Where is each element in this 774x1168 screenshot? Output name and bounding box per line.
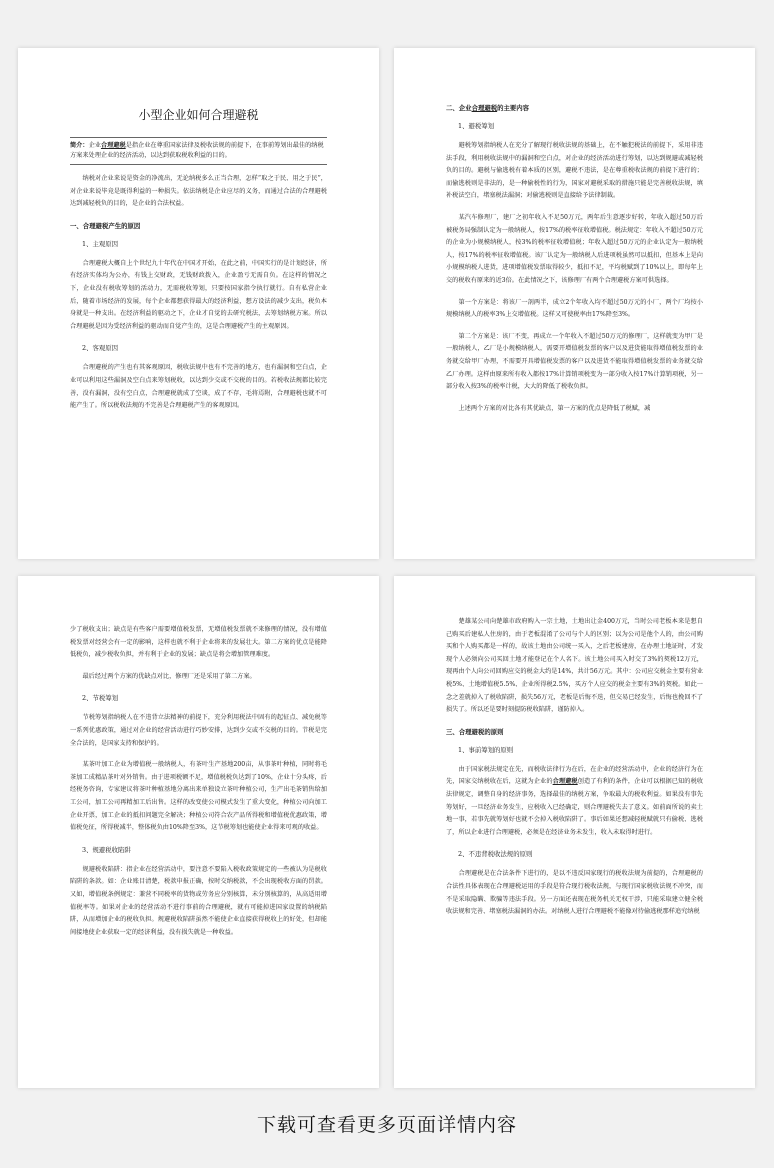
paragraph: 合理避税的产生也有其客观原因，税收法规中也有不完善的地方，也有漏洞和空白点，企业可以利用这些漏洞及空白点来筹划税收，以达到少交或不交税的目的。若税收法规都比较完善，没有漏洞，没有空白点，合理避税就成了空谈，成了不存，毛将焉附，合理避税也就不可能产生了。所以税收法规的不完善是合理避税产生的客观原因。 (70, 364, 327, 410)
abstract-keyword-link[interactable]: 合理避税 (100, 142, 126, 149)
abstract-text-post: 是指企业在尊重国家法律及税收法规的前提下，在事前筹划出最佳的纳税方案来处理企业的经济活动，以达到获取税收利益的目的。 (70, 142, 324, 159)
paragraph-text-post: 创造了有利的条件，企业可以根据已知的税收法律规定，调整自身的经济事务，选择最佳的纳税方案，争取最大的税收利益。如果没有事先筹划好，一旦经济业务发生，应税收入已经确定，则合理避税失去了意义。如前面所说的卖土地一事，若事先就筹划好也就不会掉入税收陷阱了。事后如果还想减轻税赋就只有偷税、逃税了，所以企业进行合理避税，必须是在经济业务未发生，收入未取得时进行。 (446, 778, 704, 836)
paragraph-text-pre: 由于国家税法规定在先，而税收法律行为在后，在企业的经营活动中，企业的经济行为在先，国家交纳税收在后，这就为企业的 (446, 765, 703, 786)
paragraph: 最后经过两个方案的优缺点对比，修理厂还是采用了第二方案。 (82, 672, 256, 680)
subsection-heading: 2、不违背税收法规的原则 (458, 850, 533, 859)
section-heading (446, 102, 703, 114)
abstract-text-pre: 企业 (88, 142, 101, 149)
paragraph: 上述两个方案的对比各有其优缺点，第一方案的优点是降低了税赋，减 (458, 404, 651, 412)
paragraph: 少了税收支出；缺点是有些客户需要增值税发票，无增值税发票就不来修理的情况，没有增值税发票对经营会有一定的影响，这样也就不利于企业将来的发展壮大。第二方案的优点是能降低税负，减少税收负担，并有利于企业的发展；缺点是将会增加管理难度。 (70, 626, 327, 659)
subsection-heading: 3、规避税收陷阱 (82, 845, 131, 854)
paragraph: 纳税对企业来说是资金的净流出，无论纳税多么正当合理，怎样“取之于民、用之于民”，对企业来说毕竟是既得利益的一种损失。依法纳税是企业应尽的义务，而通过合法的合理避税达到减轻税负的目的，是企业的合法权益。 (70, 175, 327, 208)
document-page-2 (394, 48, 755, 559)
subsection-heading: 2、节税筹划 (82, 694, 119, 703)
subsection-heading: 2、客观原因 (82, 344, 119, 353)
download-more-banner[interactable]: 下载可查看更多页面详情内容 (256, 1114, 517, 1136)
heading-text-post: 的主要内容 (497, 104, 530, 112)
paragraph: 某茶叶加工企业为增值税一般纳税人，有茶叶生产基地200亩，从事茶叶种植，同时将毛茶加工成精品茶叶对外销售。由于进项税额不足，增值税税负达到了10%，企业十分头疼，后经税务咨询，专家建议将茶叶种植基地分离出来单独设立茶叶种植公司，生产出毛茶销售给加工公司，加工公司再精加工后出售。这样的改变使公司模式发生了重大变化，种植公司向加工企业开票，加工企业的抵扣问题完全解决；种植公司符合农产品所得税和增值税优惠政策，增值税免征，所得税减半，整体税负由10%降至3%，这节税筹划也能使企业得来可观的收益。 (70, 761, 327, 832)
paragraph-keyword-link[interactable]: 合理避税 (552, 778, 578, 786)
document-title: 小型企业如何合理避税 (138, 108, 259, 122)
paragraph: 楚雄某公司向楚雄市政府购入一宗土地，土地出让金400万元，当时公司老板本来是想自己购买后建私人住房的，由于老板混淆了公司与个人的区别；以为公司是他个人的，由公司购买和个人购买都是一样的，故该土地由公司统一买入，之后老板建房，在办理土地证时，才发现个人必须向公司买回土地才能登记在个人名下。该土地公司买入时交了3%的契税12万元，现再由个人向公司回购应交的税金大约是14%，共计56万元。其中：公司应交税金主要有营业税5%、土地增值税5.5%、企业所得税2.5%，买方个人应交的税金主要有3%的契税。如此一念之差就掉入了税收陷阱，损失56万元，老板是后悔不迭，但交易已经发生，后悔也挽回不了损失了。所以还是要时刻提防税收陷阱，谨防掉入。 (446, 618, 703, 714)
heading-text-pre: 二、企业 (446, 104, 472, 112)
subsection-heading: 1、主观原因 (82, 239, 119, 248)
document-page-4 (394, 576, 755, 1088)
heading-keyword-link[interactable]: 合理避税 (471, 104, 498, 112)
paragraph: 某汽车修理厂，建厂之初年收入不足50万元，两年后生意逐步好转，年收入超过50万后被税务局强制认定为一般纳税人，按17%的税率征收增值税。税法规定：年收入不超过50万元的企业为小规模纳税人，按3%的税率征收增值税；年收入超过50万元的企业认定为一般纳税人，按17%的税率征收增值税。该厂认定为一般纳税人后进项税虽然可以抵扣，但基本上是向小规模纳税人进货，进项增值税发票取得较少，抵扣不足，平均税赋到了10%以上，即每年上交的税收有原来的近3倍。在此情况之下，该修理厂有两个合理避税方案可供选择。 (446, 213, 703, 284)
paragraph: 合理避税大概自上个世纪九十年代在中国才开始，在此之前，中国实行的是计划经济，所有经济实体均为公办，有钱上交财政，无钱财政拨入，企业盈亏无需自负。在这样的情况之下，企业没有税收筹划的活动力，无需税收筹划，只要按国家指令执行就行。自有私营企业后，随着市场经济的发展，每个企业都想获得最大的经济利益，想方设法的减少支出，税负本身就是一种支出。在经济利益的驱动之下，企业才自觉的去研究税法，去筹划纳税方案。所以合理避税是因为受经济利益的驱动而自觉产生的，这是合理避税产生的主观原因。 (70, 259, 327, 330)
document-page-3 (18, 576, 379, 1088)
paragraph: 避税筹划指纳税人在充分了解现行税收法规的基础上，在不触犯税法的前提下，采用非违法手段，利用税收法规中的漏洞和空白点，对企业的经济活动进行筹划，以达到规避或减轻税负的目的。避税与偷逃税有着本质的区别，避税不违法，是在尊重税收法规的前提下进行的；而偷逃税则是非法的，是一种偷税性的行为，国家对避税采取的措施只能是完善税收法规，填补税法空白，堵塞税法漏洞；对偷逃税则是直接给予法律制裁。 (446, 142, 703, 200)
section-heading: 三、合理避税的原则 (446, 727, 504, 736)
paragraph: 第一个方案是：将该厂一剖两半，成立2个年收入均不超过50万元的小厂，两个厂均按小规模纳税人的税率3%上交增值税。这样又可使税率由17%降至3%。 (446, 298, 703, 319)
subsection-heading: 1、避税筹划 (458, 122, 495, 130)
paragraph: 第二个方案是：该厂不变，再成立一个年收入不超过50万元的修理厂，这样就变为甲厂是一般纳税人，乙厂是小规模纳税人，需要开增值税发票的客户以及进货能取得增值税发票的业务就交给甲厂办理，不需要开具增值税发票的客户以及进货不能取得增值税发票的业务就交给乙厂办理。这样由原来所有收入都按17%计算销项税变为一部分收入按17%计算销项税，另一部分收入按3%的税率计税，大大的降低了税收负担。 (446, 332, 703, 391)
document-page-1 (18, 48, 379, 559)
abstract-label: 简介： (70, 142, 89, 149)
subsection-heading: 1、事前筹划的原则 (458, 745, 514, 754)
section-heading: 一、合理避税产生的原因 (70, 221, 141, 230)
paragraph (446, 764, 703, 840)
abstract (70, 137, 327, 165)
paragraph: 规避税收陷阱：指企业在经营活动中，要注意不要陷入税收政策规定的一些被认为是税收陷阱的条款。如：企业账目清楚，税款申报正确，按时交纳税款，不会出现税收方面的罚款。又如，增值税条例规定：兼营不同税率的货物或劳务应分别核算，未分别核算的，从高适用增值税率等。如果对企业的经营活动不进行事前的合理避税，就有可能掉进国家设置的纳税陷阱，从而增加企业的税收负担。规避税收陷阱虽然不能使企业直接获得税收上的好处，但却能间接地使企业获取一定的经济利益，没有损失就是一种收益。 (70, 865, 327, 936)
paragraph: 节税筹划指纳税人在不违背立法精神的前提下，充分利用税法中固有的起征点、减免税等一系列优惠政策，通过对企业的经营活动进行巧妙安排，达到少交或不交税的目的。节税是完全合法的，是国家支持和保护的。 (70, 714, 327, 747)
paragraph: 合理避税是在合法条件下进行的，是以不违反国家现行的税收法规为前提的，合理避税的合法性具体表现在合理避税运用的手段是符合现行税收法规，与现行国家税收法规不冲突，而不是采取隐瞒、欺骗等违法手段。另一方面还表现在税务机关无权干涉，只能采取建立健全税收法规和完善、堵塞税法漏洞的办法。对纳税人进行合理避税不能像对待偷逃税那样追究纳税 (446, 870, 703, 916)
